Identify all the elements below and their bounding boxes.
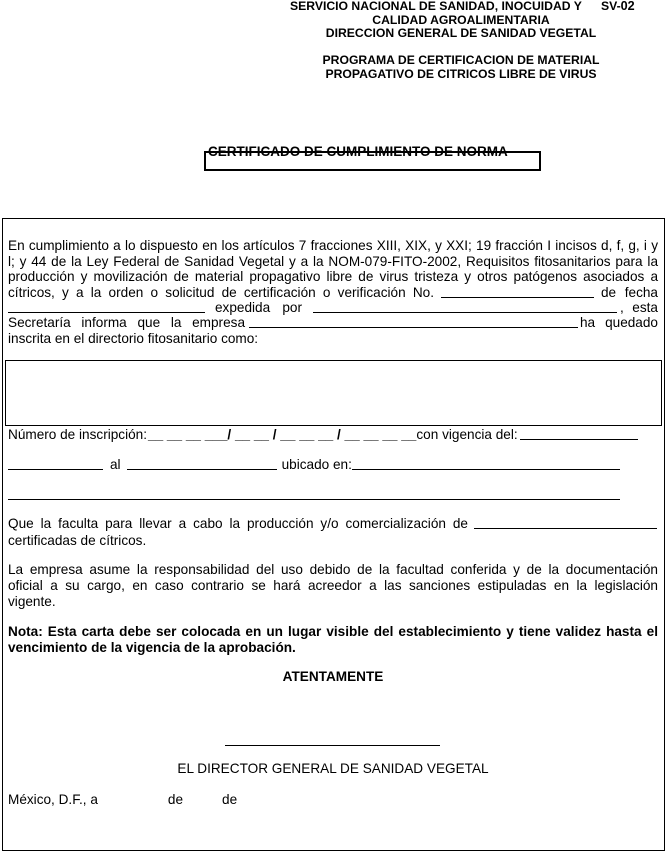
signatory-title: EL DIRECTOR GENERAL DE SANIDAD VEGETAL [177,761,489,776]
product-blank [474,516,657,529]
authorization-line-1 [8,516,658,532]
location-continuation-line [8,487,658,503]
intro-line-2: l; y 44 de la Ley Federal de Sanidad Vegetal y a la NOM-079-FITO-2002, Requisitos fitosanitarios para la [8,254,658,269]
verification-number-blank [441,285,594,298]
intro-line-6-text: Secretaría informa que la empresa [8,315,245,330]
date-blank [8,300,205,313]
date-month-connector: de [167,792,184,807]
note-line-1: Nota: Esta carta debe ser colocada en un lugar visible del establecimiento y tiene validez hasta el [8,624,658,639]
validity-location-line [8,457,658,473]
authorization-text: Que la faculta para llevar a cabo la producción y/o comercialización de [8,516,468,531]
form-code-number: 02 [620,0,635,13]
issued-by-label: expedida por [215,300,302,315]
validity-label: con vigencia del: [416,427,518,442]
location-label: ubicado en: [281,457,352,472]
intro-line-7: inscrita en el directorio fitosanitario como: [8,331,259,346]
validity-to-label: al [110,457,121,472]
document-title: CERTIFICADO DE CUMPLIMIENTO DE NORMA [208,144,508,159]
agency-name-line-1: SERVICIO NACIONAL DE SANIDAD, INOCUIDAD Y [290,0,582,13]
program-name-line-1: PROGRAMA DE CERTIFICACION DE MATERIAL [322,53,600,67]
intro-line-4 [8,285,658,301]
intro-line-5 [8,300,658,316]
location-cont-blank [8,487,620,500]
form-code-prefix: SV- [601,0,621,13]
note-line-2: vencimiento de la vigencia de la aprobación. [8,640,296,655]
responsibility-line-2: oficial a su cargo, en caso contrario se hará acreedor a las sanciones estipuladas en la legislación [8,578,658,593]
agency-directorate: DIRECCION GENERAL DE SANIDAD VEGETAL [325,26,597,40]
intro-line-5-end: , esta [620,300,658,315]
date-year-connector: de [222,792,238,807]
title-frame [204,151,541,171]
responsibility-line-3: vigente. [8,594,56,609]
program-name-line-2: PROPAGATIVO DE CITRICOS LIBRE DE VIRUS [325,66,597,81]
intro-line-6-end: ha quedado [580,315,658,330]
place-date-line [8,792,658,808]
intro-line-3: producción y movilización de material propagativo libre de virus tristeza y otros patógenos asociados a [8,269,658,284]
location-blank [352,457,620,470]
form-code [601,0,635,14]
responsibility-line-1: La empresa asume la responsabilidad del uso debido de la facultad conferida y de la documentación [8,562,658,577]
authorization-line-2: certificadas de cítricos. [8,533,147,548]
validity-start-cont-blank [8,457,103,470]
issued-by-blank [313,300,617,313]
place-date-prefix: México, D.F., a [8,792,98,807]
registration-line [8,427,658,443]
agency-name-line-2: CALIDAD AGROALIMENTARIA [372,12,550,27]
date-label: de fecha [601,285,658,300]
intro-line-1: En cumplimiento a lo dispuesto en los artículos 7 fracciones XIII, XIX, y XXI; 19 fracción I incisos d, f, g, i y [8,238,658,253]
signature-line [225,745,440,746]
registry-category-box [5,360,662,426]
salutation: ATENTAMENTE [282,669,384,684]
validity-end-blank [127,457,277,470]
company-name-blank [249,315,578,328]
intro-line-4-text: cítricos, y a la orden o solicitud de certificación o verificación No. [8,285,434,300]
intro-line-6 [8,315,658,331]
registration-number-mask: __ __ __ ___/ __ __ / __ __ __ / __ __ __ __ [148,427,417,442]
registration-number-label: Número de inscripción: [8,427,148,442]
validity-start-blank [520,427,638,440]
